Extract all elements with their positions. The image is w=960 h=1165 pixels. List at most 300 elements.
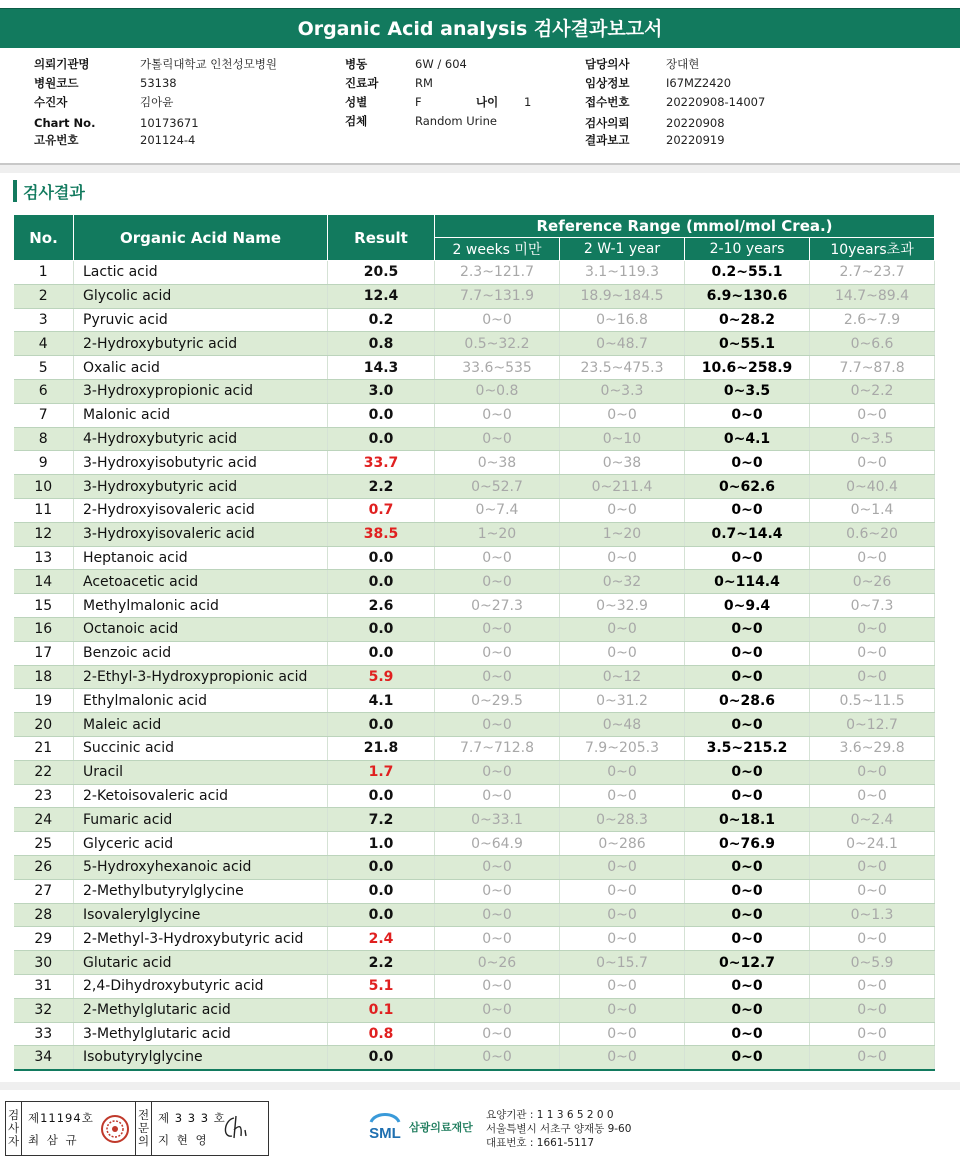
svg-text:SML: SML bbox=[369, 1125, 401, 1142]
row-result: 20.5 bbox=[328, 261, 435, 285]
row-no: 6 bbox=[14, 379, 74, 403]
row-no: 14 bbox=[14, 570, 74, 594]
row-result: 0.0 bbox=[328, 1046, 435, 1070]
row-range-under-2w: 0~38 bbox=[435, 451, 560, 475]
row-no: 3 bbox=[14, 308, 74, 332]
row-range-2-10y: 0~0 bbox=[685, 1022, 810, 1046]
row-range-over-10y: 0~0 bbox=[810, 998, 935, 1022]
row-range-over-10y: 3.6~29.8 bbox=[810, 736, 935, 760]
row-range-2w-1y: 0~0 bbox=[560, 927, 685, 951]
section-header bbox=[13, 180, 85, 202]
row-range-under-2w: 0~0 bbox=[435, 570, 560, 594]
row-range-over-10y: 0.5~11.5 bbox=[810, 689, 935, 713]
row-acid-name: Maleic acid bbox=[74, 713, 328, 737]
row-result: 33.7 bbox=[328, 451, 435, 475]
row-acid-name: Glycolic acid bbox=[74, 284, 328, 308]
row-range-2-10y: 0~0 bbox=[685, 713, 810, 737]
row-acid-name: Methylmalonic acid bbox=[74, 594, 328, 618]
row-no: 5 bbox=[14, 356, 74, 380]
row-range-2w-1y: 7.9~205.3 bbox=[560, 736, 685, 760]
row-range-2-10y: 0~0 bbox=[685, 665, 810, 689]
row-range-under-2w: 0~0 bbox=[435, 1046, 560, 1070]
row-range-2w-1y: 0~0 bbox=[560, 641, 685, 665]
row-range-2-10y: 0~0 bbox=[685, 641, 810, 665]
row-range-2-10y: 0~0 bbox=[685, 784, 810, 808]
row-acid-name: 2-Methyl-3-Hydroxybutyric acid bbox=[74, 927, 328, 951]
row-range-under-2w: 0~0 bbox=[435, 713, 560, 737]
row-range-over-10y: 2.6~7.9 bbox=[810, 308, 935, 332]
row-no: 11 bbox=[14, 498, 74, 522]
row-range-over-10y: 0~0 bbox=[810, 1022, 935, 1046]
table-row bbox=[14, 1046, 935, 1070]
row-range-2w-1y: 0~32.9 bbox=[560, 594, 685, 618]
row-range-under-2w: 33.6~535 bbox=[435, 356, 560, 380]
row-range-2w-1y: 0~0 bbox=[560, 784, 685, 808]
row-range-under-2w: 0~0.8 bbox=[435, 379, 560, 403]
row-range-2w-1y: 0~15.7 bbox=[560, 951, 685, 975]
row-range-2w-1y: 0~16.8 bbox=[560, 308, 685, 332]
row-acid-name: Oxalic acid bbox=[74, 356, 328, 380]
row-result: 5.1 bbox=[328, 974, 435, 998]
table-row bbox=[14, 427, 935, 451]
row-range-2-10y: 0~0 bbox=[685, 498, 810, 522]
row-result: 2.6 bbox=[328, 594, 435, 618]
row-range-over-10y: 2.7~23.7 bbox=[810, 261, 935, 285]
table-row bbox=[14, 308, 935, 332]
table-row bbox=[14, 356, 935, 380]
row-range-over-10y: 0~0 bbox=[810, 403, 935, 427]
row-range-2w-1y: 0~286 bbox=[560, 832, 685, 856]
row-result: 0.0 bbox=[328, 546, 435, 570]
row-no: 2 bbox=[14, 284, 74, 308]
header-reference: Reference Range (mmol/mol Crea.) bbox=[435, 215, 935, 238]
table-row bbox=[14, 689, 935, 713]
specialist-name: 지 현 영 bbox=[158, 1133, 209, 1147]
row-acid-name: 3-Hydroxyisobutyric acid bbox=[74, 451, 328, 475]
row-no: 12 bbox=[14, 522, 74, 546]
row-range-under-2w: 0~0 bbox=[435, 974, 560, 998]
row-range-2-10y: 0~55.1 bbox=[685, 332, 810, 356]
row-range-2-10y: 0~0 bbox=[685, 974, 810, 998]
row-range-2-10y: 0~18.1 bbox=[685, 808, 810, 832]
row-no: 16 bbox=[14, 617, 74, 641]
row-range-over-10y: 0~12.7 bbox=[810, 713, 935, 737]
org-name: 삼광의료재단 bbox=[409, 1121, 473, 1134]
row-range-2-10y: 0~9.4 bbox=[685, 594, 810, 618]
row-range-over-10y: 0~0 bbox=[810, 784, 935, 808]
section-title: 검사결과 bbox=[23, 182, 85, 202]
table-row bbox=[14, 546, 935, 570]
specialist-license: 제 3 3 3 호 bbox=[158, 1111, 226, 1125]
row-result: 0.0 bbox=[328, 784, 435, 808]
row-acid-name: 2-Methylbutyrylglycine bbox=[74, 879, 328, 903]
examiner-cell bbox=[22, 1102, 136, 1155]
row-no: 15 bbox=[14, 594, 74, 618]
row-result: 7.2 bbox=[328, 808, 435, 832]
row-range-over-10y: 0~6.6 bbox=[810, 332, 935, 356]
row-range-2-10y: 0~76.9 bbox=[685, 832, 810, 856]
row-no: 19 bbox=[14, 689, 74, 713]
row-result: 1.0 bbox=[328, 832, 435, 856]
table-row bbox=[14, 974, 935, 998]
row-range-2w-1y: 0~0 bbox=[560, 855, 685, 879]
row-range-2w-1y: 23.5~475.3 bbox=[560, 356, 685, 380]
row-result: 0.0 bbox=[328, 879, 435, 903]
row-no: 18 bbox=[14, 665, 74, 689]
footer-divider bbox=[0, 1082, 960, 1090]
header-range-2w-1y: 2 W-1 year bbox=[560, 238, 685, 261]
examiner-name: 최 삼 규 bbox=[28, 1133, 79, 1147]
row-range-2w-1y: 0~0 bbox=[560, 617, 685, 641]
row-no: 23 bbox=[14, 784, 74, 808]
row-result: 0.0 bbox=[328, 641, 435, 665]
table-row bbox=[14, 498, 935, 522]
row-result: 0.0 bbox=[328, 427, 435, 451]
row-acid-name: 2,4-Dihydroxybutyric acid bbox=[74, 974, 328, 998]
contact-line: 대표번호 : 1661-5117 bbox=[486, 1137, 595, 1149]
row-no: 27 bbox=[14, 879, 74, 903]
row-acid-name: 2-Hydroxybutyric acid bbox=[74, 332, 328, 356]
row-range-2-10y: 0.7~14.4 bbox=[685, 522, 810, 546]
row-range-under-2w: 0~7.4 bbox=[435, 498, 560, 522]
row-no: 33 bbox=[14, 1022, 74, 1046]
row-acid-name: Glyceric acid bbox=[74, 832, 328, 856]
table-row bbox=[14, 403, 935, 427]
row-no: 20 bbox=[14, 713, 74, 737]
row-acid-name: Benzoic acid bbox=[74, 641, 328, 665]
row-range-under-2w: 0~0 bbox=[435, 1022, 560, 1046]
row-range-2w-1y: 0~10 bbox=[560, 427, 685, 451]
row-result: 21.8 bbox=[328, 736, 435, 760]
table-row bbox=[14, 760, 935, 784]
row-acid-name: Fumaric acid bbox=[74, 808, 328, 832]
table-row bbox=[14, 998, 935, 1022]
table-row bbox=[14, 879, 935, 903]
specialist-label: 전 문 의 bbox=[136, 1102, 152, 1155]
row-range-under-2w: 2.3~121.7 bbox=[435, 261, 560, 285]
row-range-over-10y: 0~2.4 bbox=[810, 808, 935, 832]
row-range-2-10y: 0~0 bbox=[685, 760, 810, 784]
row-range-under-2w: 7.7~131.9 bbox=[435, 284, 560, 308]
header-name: Organic Acid Name bbox=[74, 215, 328, 261]
row-range-2w-1y: 0~0 bbox=[560, 546, 685, 570]
row-result: 0.2 bbox=[328, 308, 435, 332]
row-range-2-10y: 0~28.2 bbox=[685, 308, 810, 332]
row-range-over-10y: 0~0 bbox=[810, 927, 935, 951]
row-acid-name: Succinic acid bbox=[74, 736, 328, 760]
row-acid-name: Lactic acid bbox=[74, 261, 328, 285]
row-range-under-2w: 0~29.5 bbox=[435, 689, 560, 713]
table-row bbox=[14, 927, 935, 951]
row-range-over-10y: 0~26 bbox=[810, 570, 935, 594]
row-no: 30 bbox=[14, 951, 74, 975]
table-row bbox=[14, 784, 935, 808]
row-range-over-10y: 0~1.3 bbox=[810, 903, 935, 927]
row-range-2-10y: 0~0 bbox=[685, 403, 810, 427]
examiner-label: 검 사 자 bbox=[6, 1102, 22, 1155]
row-acid-name: Pyruvic acid bbox=[74, 308, 328, 332]
table-row bbox=[14, 332, 935, 356]
row-range-2w-1y: 0~0 bbox=[560, 1022, 685, 1046]
row-range-2-10y: 0~0 bbox=[685, 617, 810, 641]
row-range-2w-1y: 0~0 bbox=[560, 403, 685, 427]
row-range-under-2w: 0~33.1 bbox=[435, 808, 560, 832]
results-table bbox=[13, 214, 935, 1071]
table-row bbox=[14, 736, 935, 760]
row-no: 24 bbox=[14, 808, 74, 832]
row-no: 21 bbox=[14, 736, 74, 760]
row-range-2-10y: 0~0 bbox=[685, 546, 810, 570]
row-no: 28 bbox=[14, 903, 74, 927]
row-range-2w-1y: 0~0 bbox=[560, 974, 685, 998]
header-range-over-10y: 10years초과 bbox=[810, 238, 935, 261]
row-result: 0.0 bbox=[328, 903, 435, 927]
row-result: 0.7 bbox=[328, 498, 435, 522]
row-acid-name: 2-Ethyl-3-Hydroxypropionic acid bbox=[74, 665, 328, 689]
row-range-over-10y: 0~0 bbox=[810, 974, 935, 998]
row-range-2-10y: 0~0 bbox=[685, 903, 810, 927]
row-range-2-10y: 0~12.7 bbox=[685, 951, 810, 975]
row-acid-name: Ethylmalonic acid bbox=[74, 689, 328, 713]
row-range-2w-1y: 0~0 bbox=[560, 498, 685, 522]
row-result: 2.2 bbox=[328, 951, 435, 975]
row-result: 4.1 bbox=[328, 689, 435, 713]
row-range-under-2w: 0~0 bbox=[435, 903, 560, 927]
row-range-under-2w: 0~0 bbox=[435, 784, 560, 808]
row-range-over-10y: 0~5.9 bbox=[810, 951, 935, 975]
header-range-2-10y: 2-10 years bbox=[685, 238, 810, 261]
row-range-over-10y: 0.6~20 bbox=[810, 522, 935, 546]
row-range-2-10y: 0~0 bbox=[685, 998, 810, 1022]
row-range-2-10y: 0~0 bbox=[685, 1046, 810, 1070]
row-range-2-10y: 0~0 bbox=[685, 927, 810, 951]
row-acid-name: 2-Hydroxyisovaleric acid bbox=[74, 498, 328, 522]
row-range-under-2w: 0~0 bbox=[435, 617, 560, 641]
patient-info: 의뢰기관명 가톨릭대학교 인천성모병원 병원코드 53138 수진자 김아윤 Chart No. 10173671 고유번호 201124-4 병동 6W / 604 진료과 RM 성별 F 나이 1 검체 Random Urine 담당의사 장대현 임상정보 I67MZ2420 접수번호 20220908-14007 검사의뢰 20220908 결과보고 20220919 bbox=[34, 57, 766, 147]
row-no: 10 bbox=[14, 475, 74, 499]
row-range-2w-1y: 0~12 bbox=[560, 665, 685, 689]
row-range-under-2w: 0~0 bbox=[435, 403, 560, 427]
report-title: Organic Acid analysis 검사결과보고서 bbox=[0, 8, 960, 48]
row-result: 1.7 bbox=[328, 760, 435, 784]
row-range-2-10y: 0~3.5 bbox=[685, 379, 810, 403]
row-acid-name: 4-Hydroxybutyric acid bbox=[74, 427, 328, 451]
row-range-2w-1y: 0~0 bbox=[560, 879, 685, 903]
row-acid-name: 3-Methylglutaric acid bbox=[74, 1022, 328, 1046]
row-acid-name: Isovalerylglycine bbox=[74, 903, 328, 927]
row-range-under-2w: 1~20 bbox=[435, 522, 560, 546]
row-range-under-2w: 0~0 bbox=[435, 641, 560, 665]
row-range-2w-1y: 0~0 bbox=[560, 998, 685, 1022]
row-no: 4 bbox=[14, 332, 74, 356]
row-range-over-10y: 0~0 bbox=[810, 1046, 935, 1070]
row-result: 0.8 bbox=[328, 332, 435, 356]
row-range-over-10y: 0~0 bbox=[810, 451, 935, 475]
row-range-2w-1y: 0~31.2 bbox=[560, 689, 685, 713]
row-acid-name: Malonic acid bbox=[74, 403, 328, 427]
seal-icon bbox=[100, 1114, 130, 1144]
row-range-over-10y: 7.7~87.8 bbox=[810, 356, 935, 380]
row-acid-name: 3-Hydroxypropionic acid bbox=[74, 379, 328, 403]
row-acid-name: Heptanoic acid bbox=[74, 546, 328, 570]
table-row bbox=[14, 665, 935, 689]
row-range-under-2w: 0~0 bbox=[435, 855, 560, 879]
table-row bbox=[14, 570, 935, 594]
row-acid-name: Octanoic acid bbox=[74, 617, 328, 641]
row-no: 8 bbox=[14, 427, 74, 451]
row-no: 32 bbox=[14, 998, 74, 1022]
row-no: 25 bbox=[14, 832, 74, 856]
row-range-over-10y: 0~0 bbox=[810, 879, 935, 903]
table-row bbox=[14, 855, 935, 879]
table-row bbox=[14, 475, 935, 499]
row-range-over-10y: 0~7.3 bbox=[810, 594, 935, 618]
header-range-under-2w: 2 weeks 미만 bbox=[435, 238, 560, 261]
row-range-under-2w: 0~0 bbox=[435, 427, 560, 451]
row-range-2-10y: 0~0 bbox=[685, 855, 810, 879]
table-row bbox=[14, 641, 935, 665]
table-row bbox=[14, 617, 935, 641]
row-range-over-10y: 0~0 bbox=[810, 546, 935, 570]
sml-logo-icon bbox=[365, 1108, 405, 1146]
row-range-2w-1y: 0~48.7 bbox=[560, 332, 685, 356]
row-range-2w-1y: 1~20 bbox=[560, 522, 685, 546]
row-range-2-10y: 0~62.6 bbox=[685, 475, 810, 499]
row-no: 34 bbox=[14, 1046, 74, 1070]
row-range-over-10y: 0~0 bbox=[810, 617, 935, 641]
signature-icon bbox=[220, 1112, 254, 1144]
org-contact bbox=[486, 1108, 631, 1150]
row-range-2-10y: 0~4.1 bbox=[685, 427, 810, 451]
row-range-over-10y: 0~24.1 bbox=[810, 832, 935, 856]
row-range-over-10y: 0~1.4 bbox=[810, 498, 935, 522]
row-range-under-2w: 0~0 bbox=[435, 546, 560, 570]
divider-band bbox=[0, 165, 960, 173]
row-range-under-2w: 0~0 bbox=[435, 879, 560, 903]
row-result: 14.3 bbox=[328, 356, 435, 380]
results-body bbox=[14, 261, 935, 1070]
row-range-under-2w: 0~0 bbox=[435, 760, 560, 784]
row-range-2w-1y: 18.9~184.5 bbox=[560, 284, 685, 308]
row-result: 0.0 bbox=[328, 403, 435, 427]
row-acid-name: Uracil bbox=[74, 760, 328, 784]
row-no: 17 bbox=[14, 641, 74, 665]
row-range-under-2w: 0~26 bbox=[435, 951, 560, 975]
table-row bbox=[14, 832, 935, 856]
row-range-over-10y: 0~0 bbox=[810, 665, 935, 689]
row-result: 5.9 bbox=[328, 665, 435, 689]
row-no: 31 bbox=[14, 974, 74, 998]
row-range-2-10y: 0~0 bbox=[685, 451, 810, 475]
table-row bbox=[14, 284, 935, 308]
row-result: 0.0 bbox=[328, 570, 435, 594]
row-acid-name: 3-Hydroxybutyric acid bbox=[74, 475, 328, 499]
table-row bbox=[14, 713, 935, 737]
row-no: 26 bbox=[14, 855, 74, 879]
specialist-cell bbox=[152, 1102, 268, 1155]
row-result: 0.8 bbox=[328, 1022, 435, 1046]
row-range-over-10y: 0~0 bbox=[810, 641, 935, 665]
row-range-over-10y: 0~40.4 bbox=[810, 475, 935, 499]
row-range-under-2w: 0~27.3 bbox=[435, 594, 560, 618]
row-result: 38.5 bbox=[328, 522, 435, 546]
row-range-2w-1y: 0~48 bbox=[560, 713, 685, 737]
row-range-over-10y: 0~0 bbox=[810, 760, 935, 784]
row-acid-name: Isobutyrylglycine bbox=[74, 1046, 328, 1070]
row-result: 0.0 bbox=[328, 855, 435, 879]
table-row bbox=[14, 379, 935, 403]
row-no: 29 bbox=[14, 927, 74, 951]
row-result: 2.2 bbox=[328, 475, 435, 499]
row-range-under-2w: 0~0 bbox=[435, 998, 560, 1022]
row-no: 22 bbox=[14, 760, 74, 784]
row-range-2w-1y: 0~32 bbox=[560, 570, 685, 594]
row-acid-name: 3-Hydroxyisovaleric acid bbox=[74, 522, 328, 546]
row-range-under-2w: 0.5~32.2 bbox=[435, 332, 560, 356]
row-range-2w-1y: 0~3.3 bbox=[560, 379, 685, 403]
table-row bbox=[14, 594, 935, 618]
header-result: Result bbox=[328, 215, 435, 261]
row-range-over-10y: 14.7~89.4 bbox=[810, 284, 935, 308]
row-result: 0.0 bbox=[328, 713, 435, 737]
row-range-under-2w: 0~64.9 bbox=[435, 832, 560, 856]
table-row bbox=[14, 451, 935, 475]
contact-line: 요양기관 : 1 1 3 6 5 2 0 0 bbox=[486, 1109, 614, 1121]
row-range-2-10y: 3.5~215.2 bbox=[685, 736, 810, 760]
row-range-2w-1y: 0~0 bbox=[560, 760, 685, 784]
row-no: 9 bbox=[14, 451, 74, 475]
row-range-2-10y: 6.9~130.6 bbox=[685, 284, 810, 308]
contact-line: 서울특별시 서초구 양재동 9-60 bbox=[486, 1123, 632, 1135]
row-range-under-2w: 0~0 bbox=[435, 927, 560, 951]
row-acid-name: 2-Ketoisovaleric acid bbox=[74, 784, 328, 808]
row-range-2w-1y: 0~0 bbox=[560, 903, 685, 927]
row-range-2w-1y: 0~0 bbox=[560, 1046, 685, 1070]
row-no: 13 bbox=[14, 546, 74, 570]
row-acid-name: Acetoacetic acid bbox=[74, 570, 328, 594]
row-range-2w-1y: 3.1~119.3 bbox=[560, 261, 685, 285]
table-row bbox=[14, 1022, 935, 1046]
row-result: 12.4 bbox=[328, 284, 435, 308]
table-row bbox=[14, 522, 935, 546]
row-range-2w-1y: 0~211.4 bbox=[560, 475, 685, 499]
signature-box bbox=[5, 1101, 269, 1156]
row-acid-name: 5-Hydroxyhexanoic acid bbox=[74, 855, 328, 879]
header-no: No. bbox=[14, 215, 74, 261]
row-range-2-10y: 0~114.4 bbox=[685, 570, 810, 594]
row-range-under-2w: 0~0 bbox=[435, 665, 560, 689]
table-row bbox=[14, 808, 935, 832]
table-row bbox=[14, 261, 935, 285]
examiner-license: 제11194호 bbox=[28, 1111, 94, 1125]
row-range-under-2w: 0~52.7 bbox=[435, 475, 560, 499]
row-range-2w-1y: 0~38 bbox=[560, 451, 685, 475]
org-logo bbox=[365, 1108, 473, 1146]
row-result: 0.0 bbox=[328, 617, 435, 641]
table-row bbox=[14, 903, 935, 927]
row-range-under-2w: 7.7~712.8 bbox=[435, 736, 560, 760]
row-range-2-10y: 10.6~258.9 bbox=[685, 356, 810, 380]
row-range-over-10y: 0~2.2 bbox=[810, 379, 935, 403]
row-range-2-10y: 0~28.6 bbox=[685, 689, 810, 713]
row-range-2-10y: 0~0 bbox=[685, 879, 810, 903]
row-range-under-2w: 0~0 bbox=[435, 308, 560, 332]
row-range-over-10y: 0~3.5 bbox=[810, 427, 935, 451]
row-no: 7 bbox=[14, 403, 74, 427]
section-marker bbox=[13, 180, 17, 202]
row-range-over-10y: 0~0 bbox=[810, 855, 935, 879]
row-result: 2.4 bbox=[328, 927, 435, 951]
